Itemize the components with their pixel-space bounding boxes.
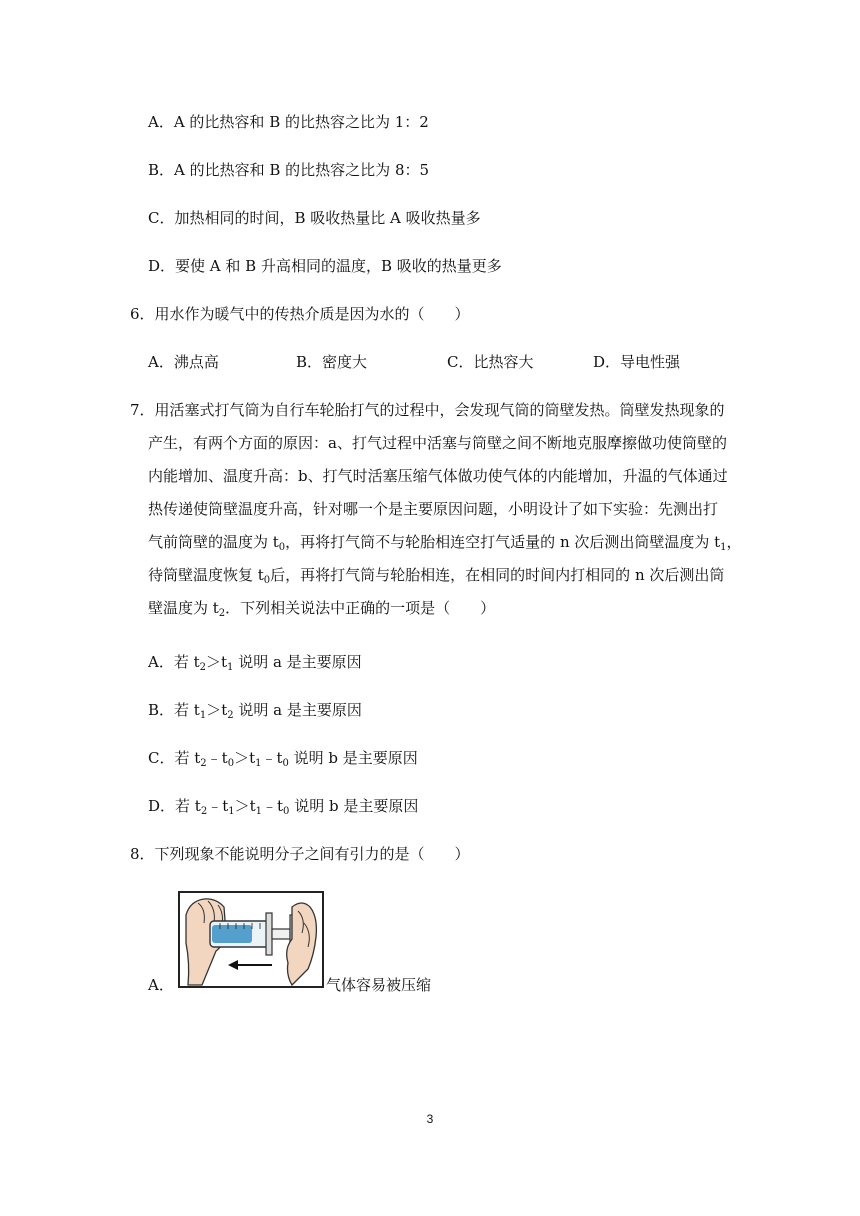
q7-line-2: 产生，有两个方面的原因：a、打气过程中活塞与筒壁之间不断地克服摩擦做功使筒壁的 — [148, 434, 727, 452]
q7-option-d: D．若 $t_2﹣t_1>t_1﹣t_0$ 说明 b 是主要原因 — [148, 797, 419, 817]
q6-option-a: A．沸点高 — [148, 353, 219, 371]
q7-line-5: 气前筒壁的温度为 $t_0$，再将打气筒不与轮胎相连空打气适量的 n 次后测出筒壁温度为 $t_1$， — [148, 533, 742, 553]
q7-line-6: 待筒壁温度恢复 $t_0$后，再将打气筒与轮胎相连，在相同的时间内打相同的 n 次后测出筒 — [148, 566, 725, 586]
q8-option-a-caption: 气体容易被压缩 — [326, 976, 432, 994]
q6-option-c: C．比热容大 — [447, 353, 534, 371]
q5-option-c: C．加热相同的时间，B 吸收热量比 A 吸收热量多 — [148, 209, 481, 227]
q8-option-a-label: A． — [148, 976, 174, 994]
q8-stem: 8．下列现象不能说明分子之间有引力的是（ ） — [130, 845, 470, 863]
q6-options — [0, 352, 860, 372]
q7-option-b: B．若 $t_1>t_2$ 说明 a 是主要原因 — [148, 701, 362, 721]
q5-option-d: D．要使 A 和 B 升高相同的温度，B 吸收的热量更多 — [148, 257, 502, 275]
page-number: 3 — [426, 1112, 434, 1126]
q7-line-7: 壁温度为 $t_2$．下列相关说法中正确的一项是（ ） — [148, 599, 496, 619]
q6-stem: 6．用水作为暖气中的传热介质是因为水的（ ） — [130, 305, 470, 323]
q7-option-a: A．若 $t_2>t_1$ 说明 a 是主要原因 — [148, 653, 362, 673]
q5-option-a: A．A 的比热容和 B 的比热容之比为 1：2 — [148, 113, 429, 131]
syringe-hands-illustration — [180, 893, 322, 986]
q7-line-3: 内能增加、温度升高：b、打气时活塞压缩气体做功使气体的内能增加，升温的气体通过 — [148, 467, 728, 485]
q6-option-d: D．导电性强 — [593, 353, 681, 371]
q7-line-4: 热传递使筒壁温度升高，针对哪一个是主要原因问题，小明设计了如下实验：先测出打 — [148, 500, 719, 518]
syringe-compression-figure — [178, 891, 324, 988]
q5-option-b: B．A 的比热容和 B 的比热容之比为 8：5 — [148, 161, 430, 179]
q6-option-b: B．密度大 — [296, 353, 368, 371]
q7-line-1: 7．用活塞式打气筒为自行车轮胎打气的过程中，会发现气筒的筒壁发热。筒壁发热现象的 — [130, 401, 725, 419]
q7-option-c: C．若 $t_2﹣t_0>t_1﹣t_0$ 说明 b 是主要原因 — [148, 749, 418, 769]
